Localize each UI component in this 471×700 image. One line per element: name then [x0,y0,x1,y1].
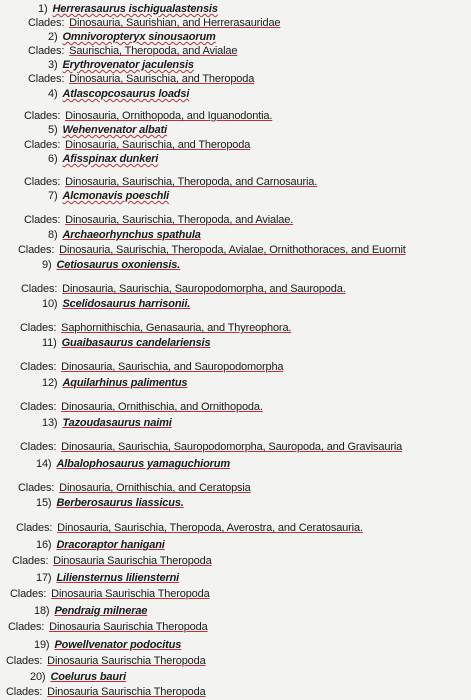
clades-label: Clades: [24,139,61,151]
clades-line [24,214,293,227]
clades-list: Dinosauria Saurischia Theropoda [47,686,206,698]
taxon-name: Afisspinax dunkeri [62,153,159,165]
clades-list: Dinosauria, Saurischia, Theropoda, and Carnosauria. [65,176,318,188]
entry-name-line [36,458,230,471]
entry-name-line [36,497,184,510]
entry-number: 8) [48,229,58,241]
entry-number: 5) [48,124,58,136]
clades-line [10,588,210,601]
entry-number: 13) [42,417,58,429]
entry-name-line [36,572,179,585]
taxon-name: Archaeorhynchus spathula [62,229,201,241]
taxon-name: Herrerasaurus ischigualastensis [52,3,218,15]
entry-name-line [42,298,190,311]
clades-label: Clades: [28,73,65,85]
clades-line [20,441,402,454]
clades-label: Clades: [10,588,47,600]
entry-number: 12) [42,377,58,389]
entry-number: 2) [48,31,58,43]
entry-name-line [42,377,187,390]
clades-label: Clades: [12,555,49,567]
entry-number: 1) [38,3,48,15]
entry-number: 15) [36,497,52,509]
entry-name-line [36,539,165,552]
clades-list: Dinosauria, Saurischia, Sauropodomorpha, Sauropoda, and Gravisauria [61,441,403,453]
entry-number: 17) [36,572,52,584]
clades-line [20,361,283,374]
taxon-name: Powellvenator podocitus [54,639,182,651]
clades-line [8,621,208,634]
clades-label: Clades: [20,441,57,453]
clades-list: Dinosauria, Saurischia, Theropoda, Avialae, Ornithothoraces, and Euornit [59,244,406,256]
entry-number: 19) [34,639,50,651]
entry-number: 10) [42,298,58,310]
entry-name-line [30,671,126,684]
clades-label: Clades: [24,110,61,122]
clades-label: Clades: [24,214,61,226]
entry-name-line [48,229,201,242]
clades-label: Clades: [8,621,45,633]
entry-name-line [42,259,180,272]
entry-number: 20) [30,671,46,683]
clades-line [20,322,291,335]
entry-number: 4) [48,88,58,100]
clades-label: Clades: [20,361,57,373]
entry-number: 7) [48,190,58,202]
entry-number: 16) [36,539,52,551]
entry-number: 6) [48,153,58,165]
clades-label: Clades: [6,686,43,698]
taxon-name: Scelidosaurus harrisonii. [62,298,191,310]
clades-list: Dinosauria, Saurischia, Theropoda, Averostra, and Ceratosauria. [57,522,363,534]
taxon-name: Omnivoropteryx sinousaorum [62,31,216,43]
clades-list: Dinosauria, Saurishian, and Herrerasauridae [69,17,281,29]
entry-number: 11) [42,337,57,349]
clades-line [28,17,280,30]
entry-name-line [48,190,169,203]
taxon-name: Tazoudasaurus naimi [62,417,172,429]
entry-number: 9) [42,259,52,271]
taxon-name: Cetiosaurus oxoniensis. [56,259,181,271]
clades-list: Dinosauria, Saurischia, Theropoda, and Avialae. [65,214,294,226]
taxon-name: Alcmonavis poeschli [62,190,170,202]
entry-name-line [48,153,158,166]
clades-list: Dinosauria Saurischia Theropoda [49,621,208,633]
clades-label: Clades: [28,45,65,57]
entry-number: 3) [48,59,58,71]
clades-line [12,555,212,568]
clades-list: Dinosauria, Ornithischia, and Ornithopoda. [61,401,263,413]
clades-list: Dinosauria, Saurischia, Sauropodomorpha, and Sauropoda. [62,283,346,295]
clades-line [20,401,263,414]
clades-label: Clades: [18,482,55,494]
clades-line [21,283,346,296]
clades-label: Clades: [20,322,57,334]
clades-label: Clades: [18,244,55,256]
entry-name-line [48,31,216,44]
taxon-name: Erythrovenator jaculensis [62,59,194,71]
entry-name-line [42,337,210,350]
clades-line [16,522,363,535]
clades-list: Dinosauria, Ornithopoda, and Iguanodontia. [65,110,273,122]
clades-line [24,110,272,123]
clades-list: Dinosauria Saurischia Theropoda [47,655,206,667]
clades-label: Clades: [16,522,53,534]
clades-list: Dinosauria, Saurischia, and Sauropodomorpha [61,361,284,373]
clades-line [24,176,317,189]
clades-label: Clades: [21,283,58,295]
entry-name-line [48,59,194,72]
clades-list: Dinosauria Saurischia Theropoda [53,555,212,567]
taxon-name: Guaibasaurus candelariensis [61,337,211,349]
clades-list: Dinosauria Saurischia Theropoda [51,588,210,600]
entry-name-line [48,124,167,137]
clades-label: Clades: [24,176,61,188]
taxon-name: Liliensternus liliensterni [56,572,180,584]
entry-number: 14) [36,458,52,470]
clades-list: Dinosauria, Saurischia, and Theropoda [65,139,251,151]
taxon-name: Atlascopcosaurus loadsi [62,88,190,100]
entry-number: 18) [34,605,50,617]
entry-name-line [48,88,189,101]
clades-line [6,655,206,668]
clades-line [18,244,406,257]
clades-list: Dinosauria, Saurischia, and Theropoda [69,73,255,85]
taxon-name: Coelurus bauri [50,671,126,683]
clades-line [6,686,206,699]
clades-line [18,482,251,495]
taxon-name: Berberosaurus liassicus. [56,497,184,509]
taxon-name: Wehenvenator albati [62,124,168,136]
taxon-name: Pendraig milnerae [54,605,148,617]
clades-line [24,139,250,152]
clades-label: Clades: [6,655,43,667]
clades-label: Clades: [20,401,57,413]
taxon-name: Albalophosaurus yamaguchiorum [56,458,230,470]
clades-list: Saphornithischia, Genasauria, and Thyreophora. [61,322,292,334]
clades-label: Clades: [28,17,65,29]
taxon-name: Aquilarhinus palimentus [62,377,188,389]
clades-line [28,45,237,58]
taxon-name: Dracoraptor hanigani [56,539,165,551]
entry-name-line [38,3,218,16]
clades-list: Saurischia, Theropoda, and Avialae [69,45,238,57]
entry-name-line [42,417,172,430]
clades-list: Dinosauria, Ornithischia, and Ceratopsia [59,482,251,494]
clades-line [28,73,254,86]
entry-name-line [34,605,147,618]
entry-name-line [34,639,181,652]
